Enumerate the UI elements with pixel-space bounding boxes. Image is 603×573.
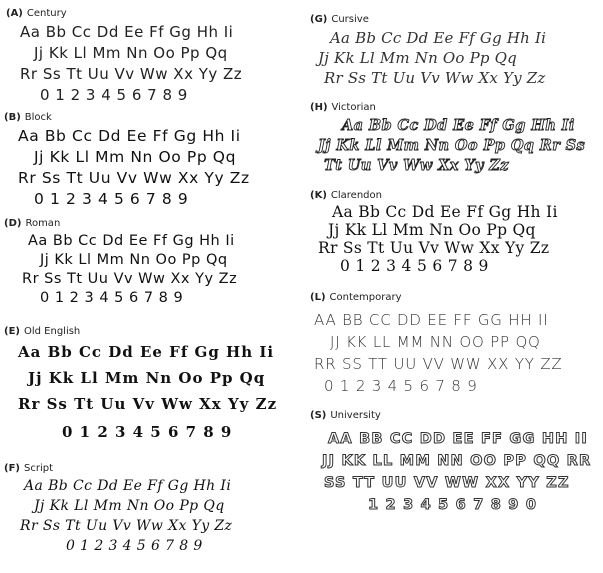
sample-line: 0 1 2 3 4 5 6 7 8 9: [66, 538, 203, 554]
panel-code: (K): [310, 190, 327, 201]
sample-line: Aa Bb Cc Dd Ee Ff Gg Hh Ii: [342, 117, 575, 134]
sample-line: Jj Kk Ll Mm Nn Oo Pp Qq: [28, 369, 266, 387]
sample-line: 1 2 3 4 5 6 7 8 9 0: [368, 497, 538, 513]
panel-university: [304, 410, 591, 513]
sample-line: Aa Bb Cc Dd Ee Ff Gg Hh Ii: [332, 203, 558, 221]
sample-line: Rr Ss Tt Uu Vv Ww Xx Yy Zz: [324, 69, 546, 87]
panel-header: [4, 326, 277, 337]
sample-line: Jj Kk Ll Mm Nn Oo Pp Qq: [34, 44, 228, 62]
panel-century: [4, 8, 242, 104]
panel-header: [6, 8, 242, 19]
sample-line: JJ KK LL MM NN OO PP QQ: [330, 333, 541, 351]
panel-cursive: [304, 14, 546, 87]
sample-line: 0 1 2 3 4 5 6 7 8 9: [340, 257, 489, 275]
sample-line: Aa Bb Cc Dd Ee Ff Gg Hh Ii: [20, 23, 234, 41]
sample-line: Rr Ss Tt Uu Vv Ww Xx Yy Zz: [20, 518, 233, 534]
panel-title: Contemporary: [329, 292, 402, 303]
sample-line: AA BB CC DD EE FF GG HH II: [314, 311, 549, 329]
panel-header: [310, 410, 591, 421]
sample-line: Rr Ss Tt Uu Vv Ww Xx Yy Zz: [22, 271, 238, 287]
panel-script: [4, 463, 232, 554]
panel-title: Century: [26, 8, 67, 19]
sample-line: Jj Kk Ll Mm Nn Oo Pp Qq Rr Ss: [318, 137, 586, 154]
sample-line: JJ KK LL MM NN OO PP QQ RR: [322, 453, 592, 469]
sample-line: 0 1 2 3 4 5 6 7 8 9: [34, 190, 189, 208]
panel-title: University: [330, 410, 381, 421]
panel-roman: [4, 218, 237, 306]
sample-line: Aa Bb Cc Dd Ee Ff Gg Hh Ii: [18, 127, 241, 145]
sample-line: Aa Bb Cc Dd Ee Ff Gg Hh Ii: [24, 478, 232, 494]
panel-header: [4, 112, 250, 123]
panel-title: Old English: [23, 326, 81, 337]
panel-header: [310, 14, 546, 25]
panel-code: (A): [6, 8, 23, 19]
sample-line: 0 1 2 3 4 5 6 7 8 9: [324, 377, 478, 395]
panel-header: [310, 190, 558, 201]
sample-line: Aa Bb Cc Dd Ee Ff Gg Hh Ii: [28, 233, 235, 249]
sample-line: 0 1 2 3 4 5 6 7 8 9: [40, 86, 188, 104]
panel-victorian: [304, 102, 585, 174]
sample-line: Aa Bb Cc Dd Ee Ff Gg Hh Ii: [18, 343, 275, 361]
sample-line: Rr Ss Tt Uu Vv Ww Xx Yy Zz: [318, 239, 550, 257]
sample-line: Jj Kk Ll Mm Nn Oo Pp Qq: [34, 148, 237, 166]
sample-line: Jj Kk Ll Mm Nn Oo Pp Qq: [34, 498, 225, 514]
panel-title: Victorian: [331, 102, 376, 113]
panel-code: (L): [310, 292, 326, 303]
panel-code: (D): [4, 218, 22, 229]
sample-line: RR SS TT UU VV WW XX YY ZZ: [314, 355, 563, 373]
panel-block: [4, 112, 250, 208]
panel-title: Block: [24, 112, 52, 123]
panel-title: Roman: [25, 218, 61, 229]
sample-line: Rr Ss Tt Uu Vv Ww Xx Yy Zz: [18, 395, 278, 413]
panel-contemporary: [304, 292, 562, 395]
sample-line: Tt Uu Vv Ww Xx Yy Zz: [324, 157, 509, 174]
panel-header: [310, 292, 562, 303]
sample-line: Rr Ss Tt Uu Vv Ww Xx Yy Zz: [20, 65, 243, 83]
panel-code: (B): [4, 112, 21, 123]
sample-line: Jj Kk Ll Mm Nn Oo Pp Qq: [40, 252, 228, 268]
sample-line: SS TT UU VV WW XX YY ZZ: [324, 475, 570, 491]
panel-code: (S): [310, 410, 327, 421]
sample-line: 0 1 2 3 4 5 6 7 8 9: [62, 423, 233, 441]
sample-line: Rr Ss Tt Uu Vv Ww Xx Yy Zz: [18, 169, 250, 187]
panel-header: [4, 463, 232, 474]
sample-line: Jj Kk Ll Mm Nn Oo Pp Qq: [328, 221, 536, 239]
panel-old-english: [4, 326, 277, 441]
sample-line: Aa Bb Cc Dd Ee Ff Gg Hh Ii: [330, 29, 547, 47]
sample-line: Jj Kk Ll Mm Nn Oo Pp Qq: [318, 49, 517, 67]
panel-header: [310, 102, 585, 113]
panel-title: Clarendon: [330, 190, 382, 201]
panel-code: (G): [310, 14, 328, 25]
sample-line: AA BB CC DD EE FF GG HH II: [328, 431, 588, 447]
panel-code: (H): [310, 102, 328, 113]
panel-title: Script: [23, 463, 53, 474]
panel-code: (F): [4, 463, 20, 474]
panel-code: (E): [4, 326, 20, 337]
panel-title: Cursive: [331, 14, 369, 25]
panel-header: [4, 218, 237, 229]
sample-line: 0 1 2 3 4 5 6 7 8 9: [40, 290, 184, 306]
panel-clarendon: [304, 190, 558, 275]
